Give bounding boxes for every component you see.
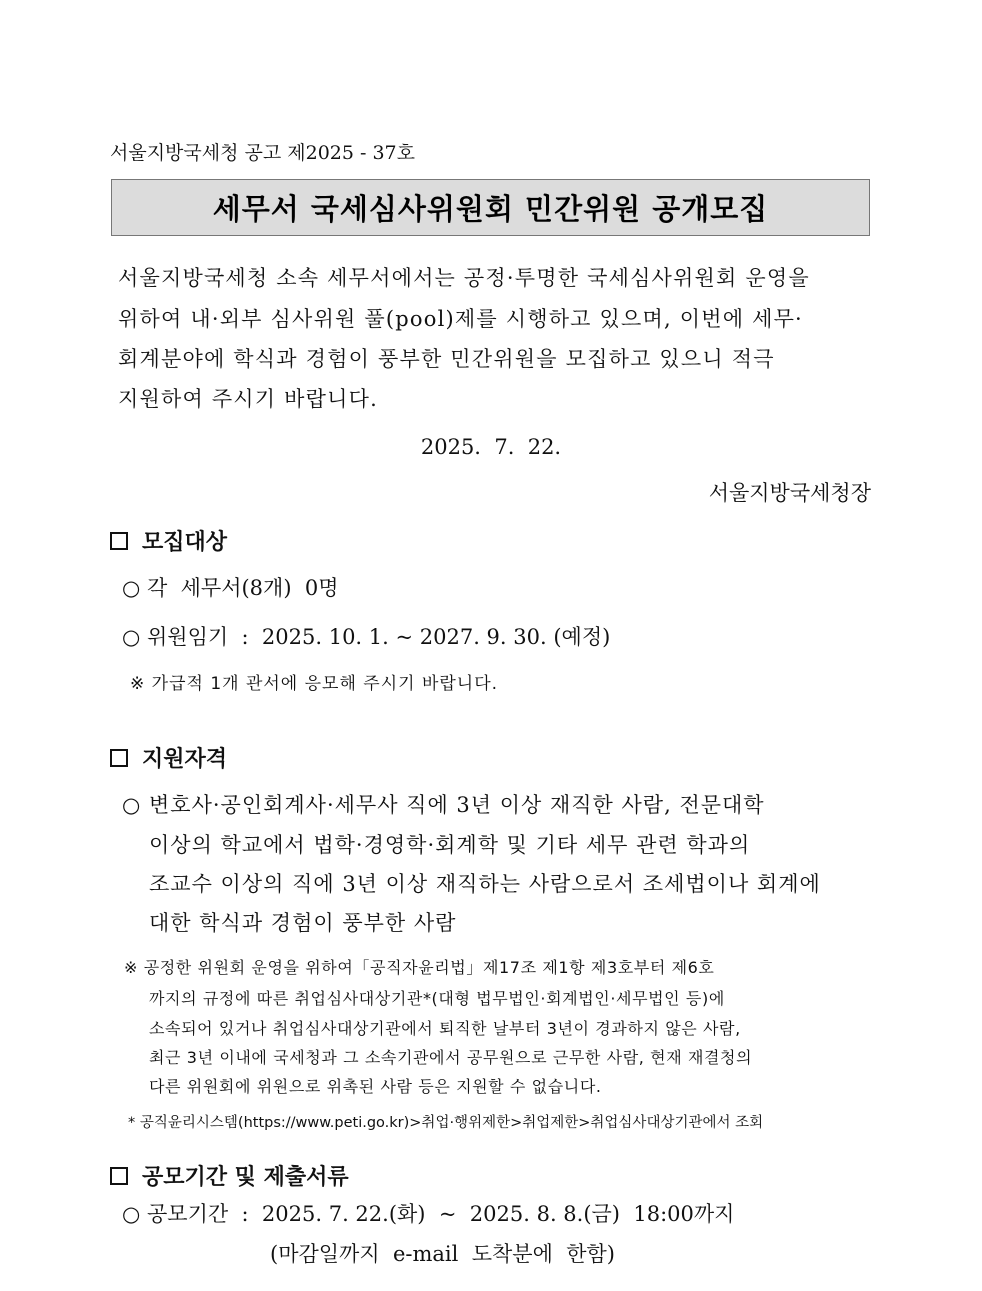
section-heading-label: 모집대상 [142, 529, 228, 555]
list-item: ○ 각 세무서(8개) 0명 [122, 576, 339, 600]
notice-date: 2025. 7. 22. [420, 435, 562, 459]
recruit-note: ※ 가급적 1개 관서에 응모해 주시기 바랍니다. [130, 674, 499, 694]
notice-number: 서울지방국세청 공고 제2025 - 37호 [110, 142, 416, 164]
issuer: 서울지방국세청장 [708, 481, 871, 505]
qualification-note-line: 까지의 규정에 따른 취업심사대상기관*(대형 법무법인·회계법인·세무법인 등)에 [149, 989, 725, 1008]
list-item: ○ 공모기간 : 2025. 7. 22.(화) ~ 2025. 8. 8.(금) 18:00까지 [122, 1202, 735, 1226]
intro-line: 회계분야에 학식과 경험이 풍부한 민간위원을 모집하고 있으니 적극 [118, 347, 775, 371]
title-box [111, 179, 870, 236]
section-heading-label: 지원자격 [142, 746, 228, 772]
qualification-line: 이상의 학교에서 법학·경영학·회계학 및 기타 세무 관련 학과의 [149, 833, 751, 857]
intro-line: 위하여 내·외부 심사위원 풀(pool)제를 시행하고 있으며, 이번에 세무· [118, 307, 803, 331]
section-heading-period [110, 1160, 349, 1191]
qualification-line: 대한 학식과 경험이 풍부한 사람 [149, 911, 457, 935]
intro-line: 지원하여 주시기 바랍니다. [118, 387, 378, 411]
page-title: 세무서 국세심사위원회 민간위원 공개모집 [212, 192, 769, 226]
qualification-line: ○ 변호사·공인회계사·세무사 직에 3년 이상 재직한 사람, 전문대학 [122, 793, 765, 817]
checkbox-square-icon [110, 532, 128, 550]
qualification-note-line: ※ 공정한 위원회 운영을 위하여「공직자윤리법」제17조 제1항 제3호부터 제6호 [124, 958, 715, 977]
section-heading-recruit-target [110, 525, 227, 556]
list-item: (마감일까지 e-mail 도착분에 한함) [270, 1242, 615, 1266]
qualification-note-line: 최근 3년 이내에 국세청과 그 소속기관에서 공무원으로 근무한 사람, 현재 재결청의 [149, 1048, 753, 1067]
intro-line: 서울지방국세청 소속 세무서에서는 공정·투명한 국세심사위원회 운영을 [118, 266, 810, 290]
qualification-footnote: * 공직윤리시스템(https://www.peti.go.kr)>취업·행위제한>취업제한>취업심사대상기관에서 조회 [128, 1115, 764, 1131]
checkbox-square-icon [110, 749, 128, 767]
list-item: ○ 위원임기 : 2025. 10. 1. ~ 2027. 9. 30. (예정) [122, 625, 611, 649]
qualification-line: 조교수 이상의 직에 3년 이상 재직하는 사람으로서 조세법이나 회계에 [149, 872, 821, 896]
qualification-note-line: 소속되어 있거나 취업심사대상기관에서 퇴직한 날부터 3년이 경과하지 않은 사람, [149, 1019, 741, 1038]
section-heading-qualification [110, 742, 227, 773]
qualification-note-line: 다른 위원회에 위원으로 위촉된 사람 등은 지원할 수 없습니다. [149, 1077, 602, 1096]
checkbox-square-icon [110, 1167, 128, 1185]
section-heading-label: 공모기간 및 제출서류 [142, 1164, 349, 1190]
